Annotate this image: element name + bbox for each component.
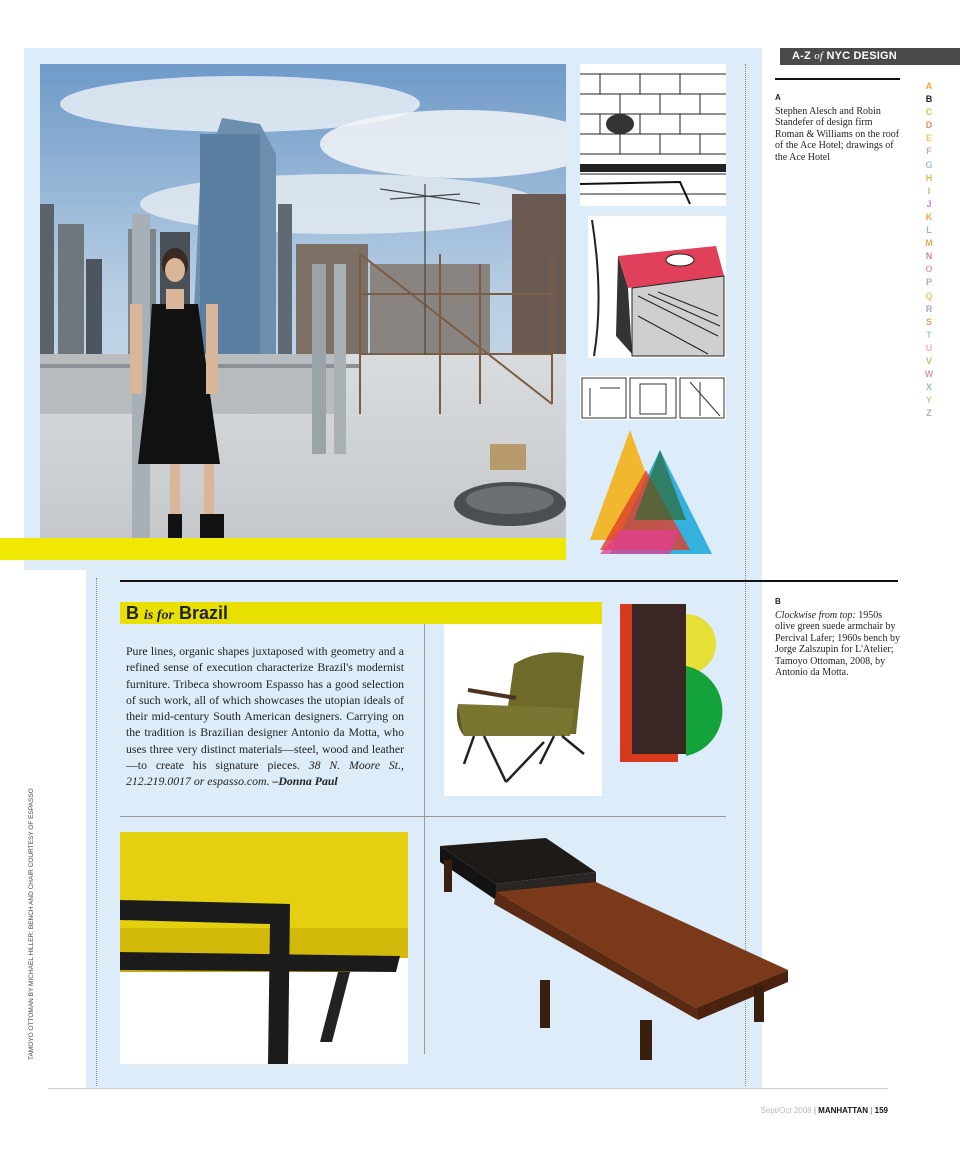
alphabet-letter: G (925, 159, 933, 170)
alphabet-letter: N (925, 251, 933, 262)
alphabet-letter: Z (926, 408, 932, 419)
alphabet-letter: R (925, 303, 933, 314)
article-title (120, 602, 602, 624)
alphabet-letter: F (926, 146, 932, 157)
article-address: 38 N. Moore St., 212.219.0017 or espasso.com. (126, 758, 404, 789)
section-tag: A-Z of NYC DESIGN (780, 48, 960, 65)
alphabet-letter: C (925, 107, 933, 118)
alphabet-letter: Q (925, 290, 933, 301)
article-body-text: Pure lines, organic shapes juxtaposed with geometry and a refined sense of execution characterize Brazil's modernist furniture. Tribeca showroom Espasso has a good selection of such work, all of which showcases the utopian ideals of their mid-century South American designers. Carrying on the tradition is Brazilian designer Antonio da Motta, who uses three very distinct materials—steel, wood and leather—to create his signature pieces. (126, 644, 404, 773)
rooftop-photo (40, 64, 566, 560)
caption-b-lead: Clockwise from top: (775, 609, 856, 621)
sketch-brick-wall (580, 64, 726, 206)
alphabet-letter: I (927, 185, 931, 196)
ottoman-photo (120, 832, 408, 1064)
footer-magazine: MANHATTAN (818, 1106, 869, 1115)
caption-a-letter: A (775, 93, 781, 102)
title-word: Brazil (178, 603, 229, 623)
sketch-facade-strip (580, 376, 726, 420)
article-byline: –Donna Paul (272, 774, 338, 789)
letter-a-graphic (590, 430, 712, 554)
alphabet-letter: A (925, 81, 933, 91)
alphabet-letter: D (925, 120, 933, 131)
caption-b-text: 1950s olive green suede armchair by Percival Lafer; 1960s bench by Jorge Zalszupin for L'Atelier; Tamoyo Ottoman, 2008, by Antonio da Motta. (775, 609, 900, 678)
caption-a-rule (775, 78, 900, 80)
alphabet-letter: K (925, 211, 933, 222)
footer: Sept/Oct 2008 | MANHATTAN | 159 (760, 1106, 888, 1115)
alphabet-letter: T (926, 329, 932, 340)
alphabet-letter: P (925, 277, 932, 288)
yellow-accent-stripe (0, 538, 40, 560)
alphabet-letter: B (925, 94, 933, 105)
grid-divider-horizontal (120, 816, 726, 817)
caption-b-letter: B (775, 597, 781, 606)
footer-issue: Sept/Oct 2008 (760, 1106, 812, 1115)
caption-b (775, 596, 900, 679)
photo-credit (28, 788, 40, 1060)
alphabet-letter: L (926, 225, 932, 236)
grid-divider-vertical (424, 624, 425, 1054)
alphabet-letter: Y (925, 395, 932, 406)
caption-a-text: Stephen Alesch and Robin Standefer of design firm Roman & Williams on the roof of the Ace Hotel; drawings of the Ace Hotel (775, 105, 900, 163)
alphabet-letter: H (925, 172, 933, 183)
alphabet-letter: U (925, 342, 933, 353)
photo-credit-text: TAMOYO OTTOMAN BY MICHAEL HILLER; BENCH AND CHAIR COURTESY OF ESPASSO (28, 788, 35, 1060)
alphabet-index (922, 80, 936, 420)
footer-rule (48, 1088, 888, 1089)
alphabet-letter: E (925, 133, 932, 144)
caption-a (775, 92, 900, 163)
article-body (126, 643, 404, 790)
alphabet-letter: S (925, 316, 932, 327)
column-divider-left (96, 578, 97, 1086)
alphabet-letter: W (924, 369, 934, 380)
bench-photo (436, 832, 790, 1064)
alphabet-letter: J (926, 198, 932, 209)
title-is-for: is for (144, 608, 174, 623)
alphabet-letter: O (925, 264, 933, 275)
alphabet-letter: X (925, 382, 932, 393)
armchair-photo (444, 624, 602, 796)
section-b-rule (120, 580, 898, 582)
alphabet-letter: V (925, 355, 932, 366)
title-letter: B (126, 603, 139, 623)
footer-page-number: 159 (874, 1106, 888, 1115)
letter-b-graphic (620, 604, 732, 762)
sketch-rooftop-tower (588, 216, 726, 358)
alphabet-letter: M (925, 238, 933, 249)
